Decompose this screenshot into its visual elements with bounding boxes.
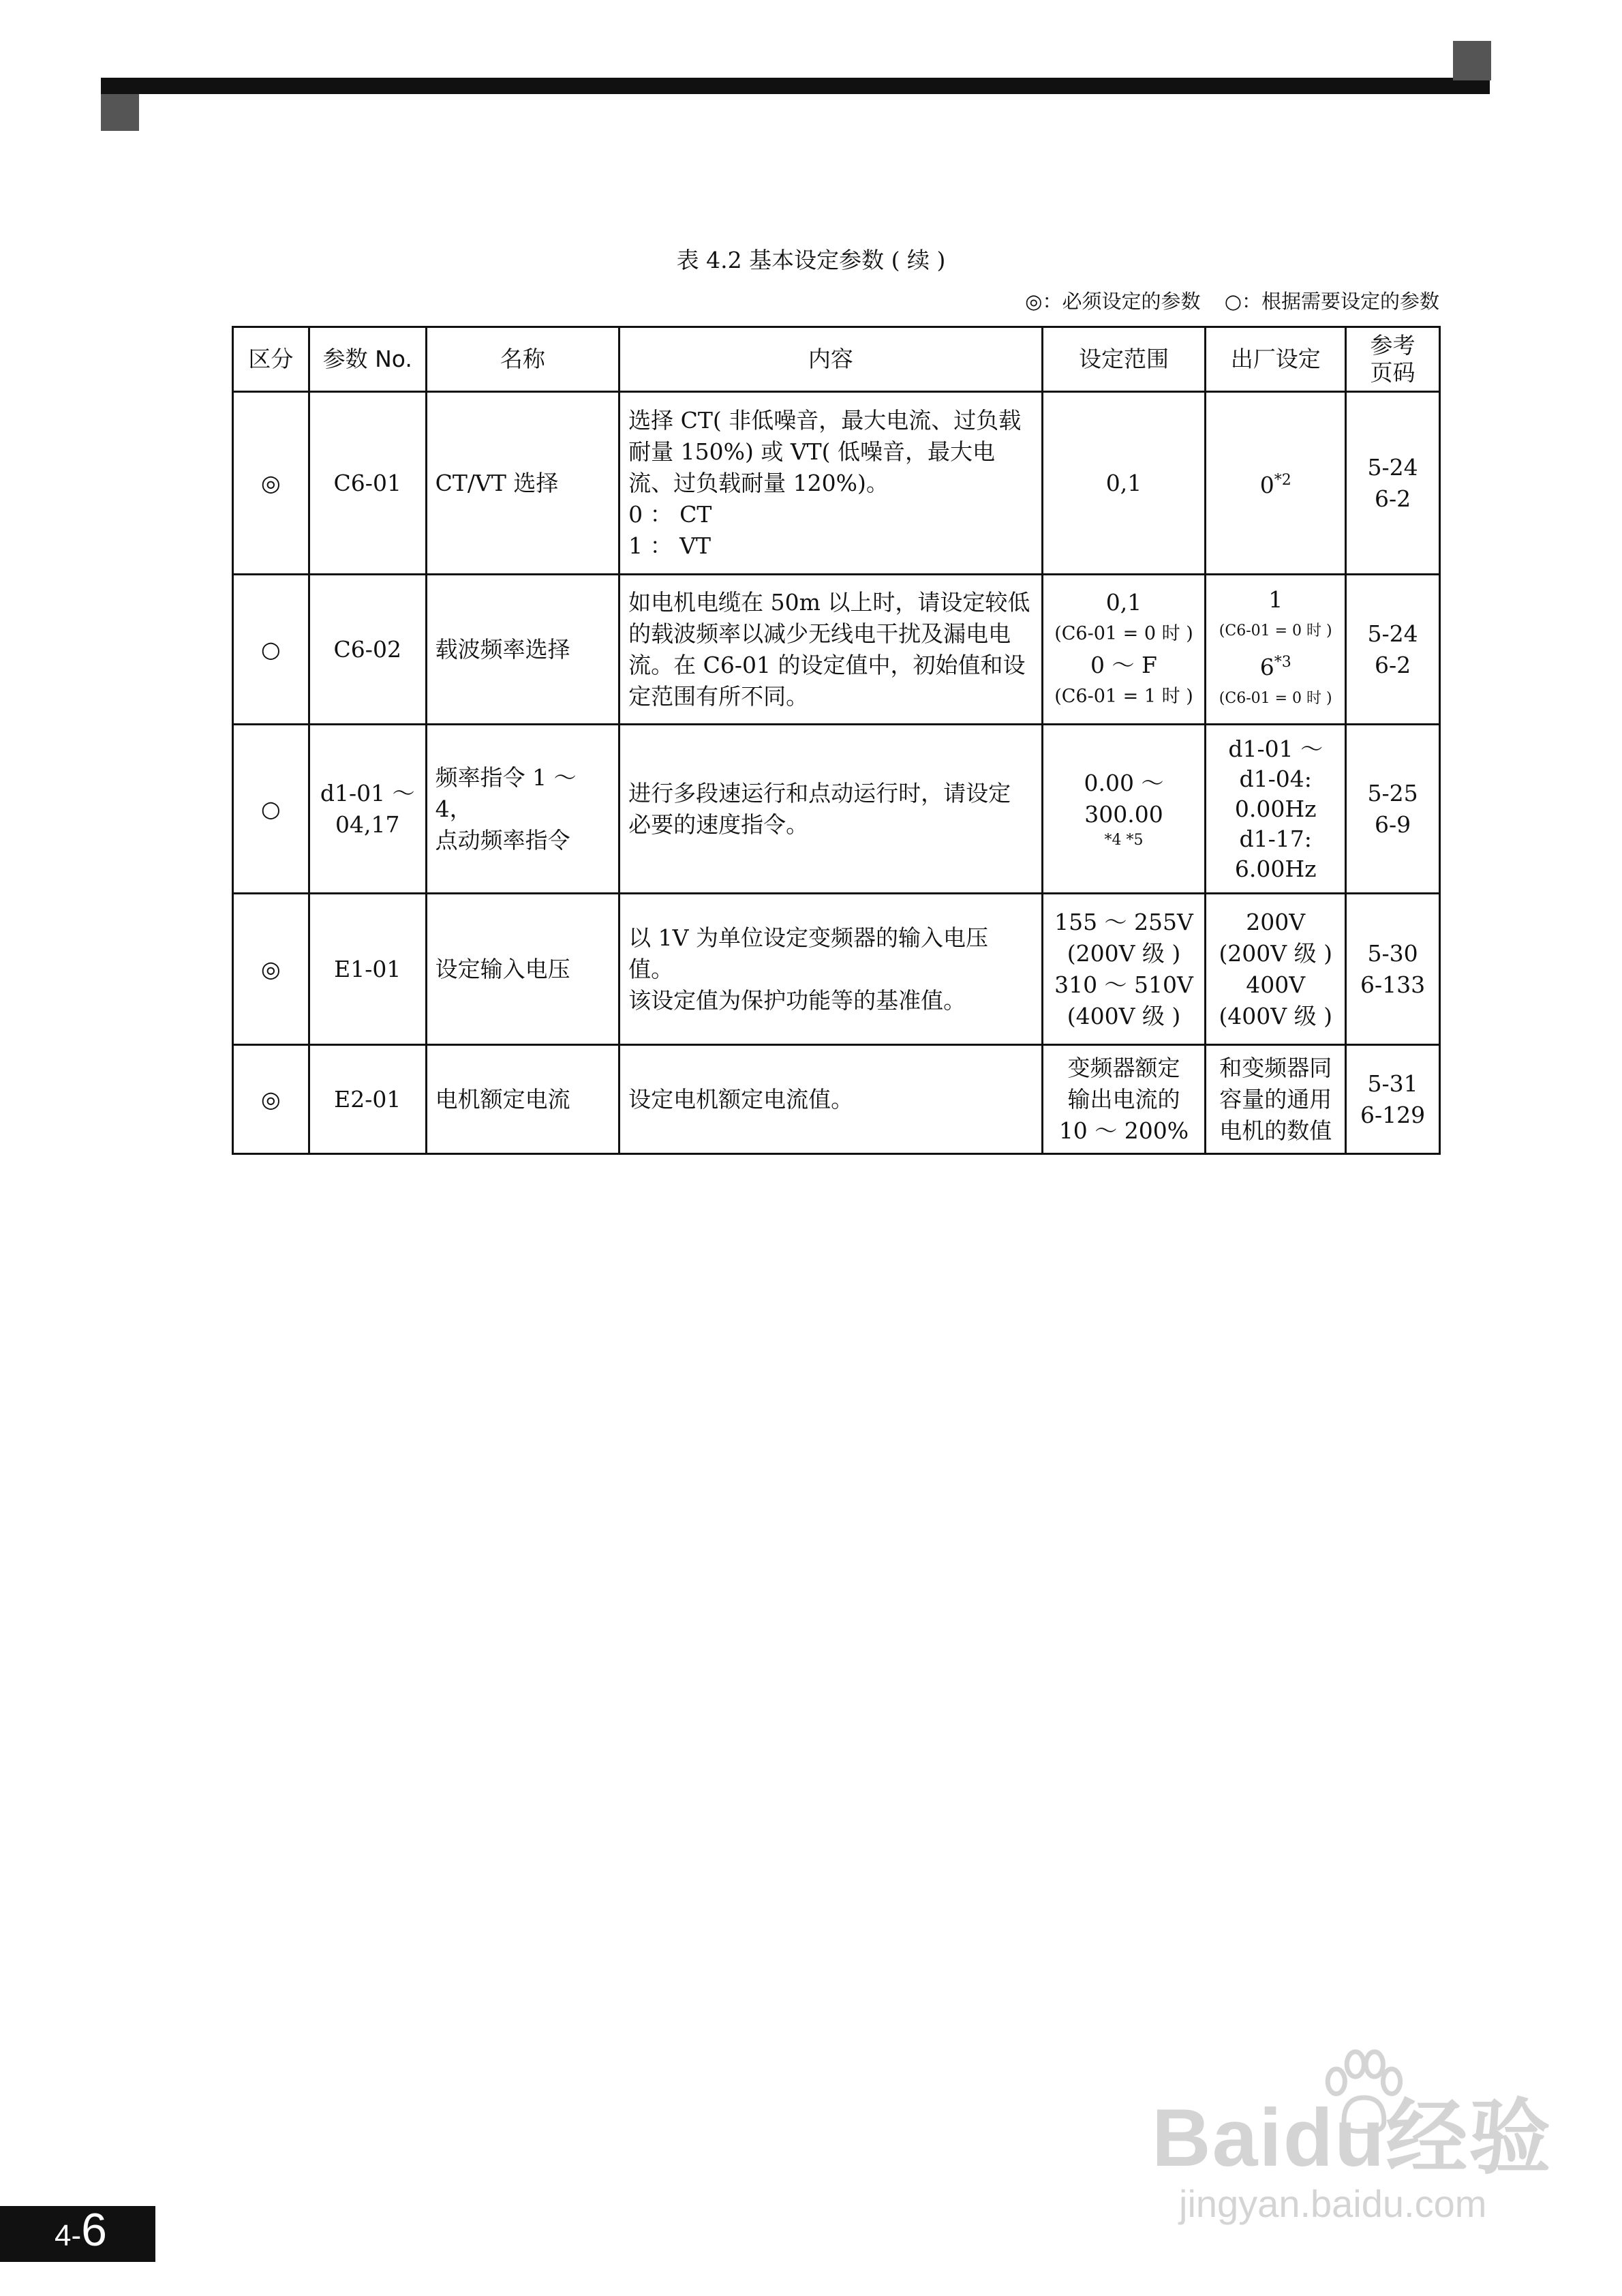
row-name-line1: 频率指令 1 ～ 4， [435,764,577,822]
row-content-note: 该设定值为保护功能等的基准值。 [628,986,966,1014]
row-default-line3: 400V [1246,971,1306,998]
row-ref-2: 6-133 [1360,971,1426,998]
row-content-text: 以 1V 为单位设定变频器的输入电压值。 [628,924,988,982]
row-range-footnote: *4 *5 [1104,831,1144,849]
row-range-line2: 输出电流的 [1067,1085,1180,1113]
row-ref-1: 5-30 [1367,939,1418,967]
row-category: ◎ [233,1045,309,1154]
parameter-table [232,326,1441,1155]
symbol-legend [1007,286,1439,314]
header-rule [101,78,1490,94]
row-name: 载波频率选择 [426,575,619,725]
row-range [1042,575,1206,725]
row-default-line1: 200V [1246,908,1306,935]
row-option-0: 0 ： CT [628,500,712,528]
row-default-a-cond: (C6-01 = 0 时 ) [1219,622,1332,639]
row-range: 0,1 [1042,392,1206,575]
row-ref-page [1346,894,1440,1045]
header-content: 内容 [619,327,1043,392]
watermark-url: jingyan.baidu.com [1179,2182,1487,2225]
row-ref-page [1346,725,1440,894]
header-range: 设定范围 [1042,327,1206,392]
row-param-no: E2-01 [309,1045,426,1154]
row-category: ○ [233,725,309,894]
row-default-line3: 电机的数值 [1219,1117,1332,1144]
row-default [1206,575,1346,725]
table-row [233,894,1440,1045]
row-range-line1: 变频器额定 [1067,1054,1180,1081]
row-name: CT/VT 选择 [426,392,619,575]
header-category: 区分 [233,327,309,392]
row-default-line2: d1-04: [1239,765,1312,792]
row-default-line4: (400V 级 ) [1219,1002,1332,1029]
row-param-no-line2: 04,17 [335,811,400,838]
legend-required: ◎：必须设定的参数 [1025,290,1201,313]
row-content: 设定电机额定电流值。 [619,1045,1043,1154]
row-range-line3: 310 ～ 510V [1054,971,1193,998]
row-default-footnote: *2 [1274,472,1291,489]
page-number [55,2203,107,2256]
row-param-no: C6-01 [309,392,426,575]
header-param-no: 参数 No. [309,327,426,392]
row-range-line1: 155 ～ 255V [1054,908,1193,935]
row-name-line2: 点动频率指令 [435,826,570,854]
corner-block-left [101,94,139,131]
row-content [619,392,1043,575]
header-ref-page [1346,327,1440,392]
row-range-line2: (200V 级 ) [1067,939,1181,967]
watermark-logo: Baidu经验 [1152,2092,1552,2184]
row-default [1206,1045,1346,1154]
legend-optional: ○：根据需要设定的参数 [1224,290,1439,313]
row-option-1: 1 ： VT [628,532,711,559]
row-range-a: 0,1 [1105,588,1142,616]
row-default-line3: 0.00Hz [1234,795,1317,822]
row-ref-2: 6-9 [1374,811,1411,838]
row-range-line3: 10 ～ 200% [1058,1117,1189,1144]
row-default-b-cond: (C6-01 = 0 时 ) [1219,690,1332,707]
row-ref-2: 6-2 [1374,485,1411,512]
row-default-line2: 容量的通用 [1219,1085,1332,1113]
table-header-row [233,327,1440,392]
row-default [1206,392,1346,575]
row-content: 如电机电缆在 50m 以上时，请设定较低的载波频率以减少无线电干扰及漏电电流。在 C6-01 的设定值中，初始值和设定范围有所不同。 [619,575,1043,725]
row-range [1042,1045,1206,1154]
row-range [1042,725,1206,894]
row-default-a: 1 [1268,586,1283,613]
row-default-line1: 和变频器同 [1219,1054,1332,1081]
row-ref-page [1346,1045,1440,1154]
row-ref-1: 5-24 [1367,620,1418,647]
row-ref-page [1346,392,1440,575]
row-ref-1: 5-31 [1367,1070,1418,1097]
table-row [233,1045,1440,1154]
header-name: 名称 [426,327,619,392]
row-range-line4: (400V 级 ) [1067,1002,1181,1029]
row-range-b: 0 ～ F [1090,651,1157,678]
table-row [233,575,1440,725]
row-param-no [309,725,426,894]
page-value: 6 [81,2204,107,2256]
page-section: 4- [55,2219,82,2252]
row-ref-page [1346,575,1440,725]
row-content [619,894,1043,1045]
row-default-line2: (200V 级 ) [1219,939,1332,967]
header-default: 出厂设定 [1206,327,1346,392]
row-range-line2: 300.00 [1084,800,1163,828]
row-ref-2: 6-129 [1360,1101,1426,1128]
row-category: ○ [233,575,309,725]
row-ref-1: 5-25 [1367,779,1418,806]
row-ref-1: 5-24 [1367,453,1418,481]
row-range-a-cond: (C6-01 = 0 时 ) [1054,622,1193,644]
row-range-b-cond: (C6-01 = 1 时 ) [1054,685,1193,707]
row-default [1206,894,1346,1045]
row-name [426,725,619,894]
row-param-no: E1-01 [309,894,426,1045]
corner-block-right [1453,41,1491,80]
row-ref-2: 6-2 [1374,651,1411,678]
table-row [233,725,1440,894]
row-param-no-line1: d1-01 ～ [320,779,415,806]
row-default-line1: d1-01 ～ [1228,735,1323,762]
row-category: ◎ [233,894,309,1045]
row-default [1206,725,1346,894]
row-default-value: 0 [1259,472,1274,498]
header-ref-line1: 参考 [1370,332,1416,359]
row-name: 电机额定电流 [426,1045,619,1154]
row-category: ◎ [233,392,309,575]
row-default-b-footnote: *3 [1274,654,1291,671]
row-default-b: 6 [1259,654,1274,680]
row-content-text: 选择 CT( 非低噪音，最大电流、过负载耐量 150%) 或 VT( 低噪音，最大电流、过负载耐量 120%)。 [628,406,1022,496]
table-row [233,392,1440,575]
row-param-no: C6-02 [309,575,426,725]
watermark [1152,2072,1552,2243]
row-name: 设定输入电压 [426,894,619,1045]
row-range-line1: 0.00 ～ [1084,769,1164,796]
row-range [1042,894,1206,1045]
row-default-line4: d1-17: [1239,825,1312,852]
row-default-line5: 6.00Hz [1234,855,1317,882]
header-ref-line2: 页码 [1370,359,1416,386]
table-title: 表 4.2 基本设定参数 ( 续 ) [676,247,946,273]
row-content: 进行多段速运行和点动运行时，请设定必要的速度指令。 [619,725,1043,894]
